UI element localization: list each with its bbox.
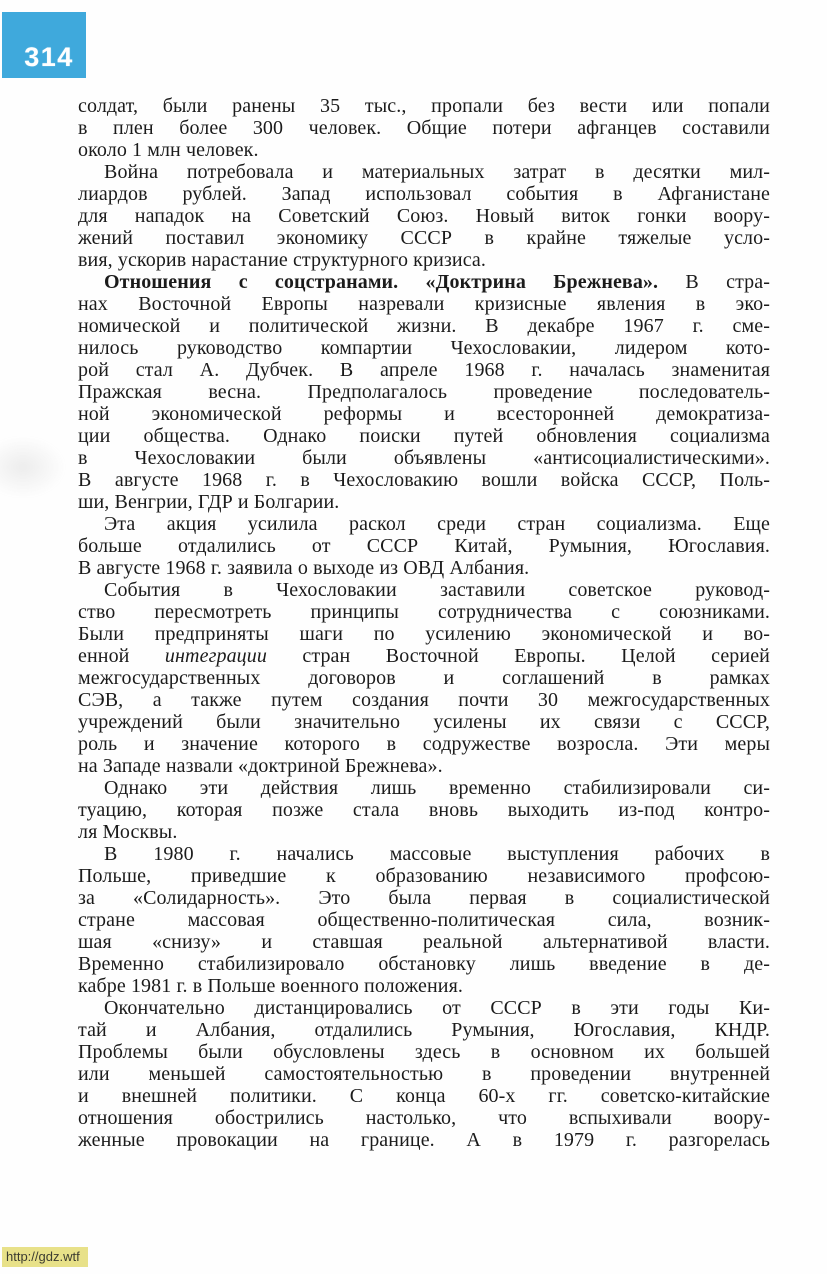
text-line: ши, Венгрии, ГДР и Болгарии. xyxy=(78,491,340,513)
text-line: учреждений были значительно усилены их связи с СССР, xyxy=(78,711,770,733)
text-line: номической и политической жизни. В декабре 1967 г. сме- xyxy=(78,315,770,337)
text-line: События в Чехословакии заставили советское руковод- xyxy=(104,579,770,601)
text-line: стране массовая общественно-политическая сила, возник- xyxy=(78,909,770,931)
text-line: ции общества. Однако поиски путей обновления социализма xyxy=(78,425,770,447)
paragraph xyxy=(78,843,770,997)
italic-text-run: интеграции xyxy=(164,645,267,667)
text-line: В августе 1968 г. в Чехословакию вошли войска СССР, Поль- xyxy=(78,469,770,491)
text-line: Пражская весна. Предполагалось проведение последователь- xyxy=(78,381,770,403)
text-line: солдат, были ранены 35 тыс., пропали без вести или попали xyxy=(78,95,770,117)
paragraph xyxy=(78,95,770,161)
text-line: нах Восточной Европы назревали кризисные явления в эко- xyxy=(78,293,770,315)
text-line: ство пересмотреть принципы сотрудничества с союзниками. xyxy=(78,601,770,623)
text-line: Польше, приведшие к образованию независимого профсою- xyxy=(78,865,770,887)
text-line: женные провокации на границе. А в 1979 г. разгорелась xyxy=(78,1129,770,1151)
paragraph xyxy=(78,777,770,843)
text-line: Однако эти действия лишь временно стабилизировали си- xyxy=(104,777,770,799)
text-line: Проблемы были обусловлены здесь в основном их большей xyxy=(78,1041,770,1063)
text-line: для нападок на Советский Союз. Новый виток гонки воору- xyxy=(78,205,770,227)
text-line: и внешней политики. С конца 60-х гг. советско-китайские xyxy=(78,1085,770,1107)
text-line: Были предприняты шаги по усилению экономической и во- xyxy=(78,623,770,645)
scan-smudge-artifact xyxy=(0,436,66,498)
text-line: лиардов рублей. Запад использовал события в Афганистане xyxy=(78,183,770,205)
paragraph xyxy=(78,161,770,271)
text-line: туацию, которая позже стала вновь выходить из-под контро- xyxy=(78,799,770,821)
text-line: шая «снизу» и ставшая реальной альтернативой власти. xyxy=(78,931,770,953)
text-line: Отношения с соцстранами. «Доктрина Брежнева». В стра- xyxy=(104,271,770,293)
text-line: рой стал А. Дубчек. В апреле 1968 г. началась знаменитая xyxy=(78,359,770,381)
text-line: В августе 1968 г. заявила о выходе из ОВД Албания. xyxy=(78,557,530,579)
text-line: в Чехословакии были объявлены «антисоциалистическими». xyxy=(78,447,770,469)
text-line: Эта акция усилила раскол среди стран социализма. Еще xyxy=(104,513,770,535)
text-line: Война потребовала и материальных затрат в десятки мил- xyxy=(104,161,770,183)
text-line: больше отдалились от СССР Китай, Румыния, Югославия. xyxy=(78,535,770,557)
paragraph xyxy=(78,271,770,513)
page-text xyxy=(78,95,770,1151)
text-line: за «Солидарность». Это была первая в социалистической xyxy=(78,887,770,909)
watermark: http://gdz.wtf xyxy=(2,1247,88,1267)
text-line: В 1980 г. начались массовые выступления рабочих в xyxy=(104,843,770,865)
page-number-badge xyxy=(2,12,86,78)
text-line: кабре 1981 г. в Польше военного положения. xyxy=(78,975,463,997)
page-number: 314 xyxy=(24,42,74,72)
paragraph xyxy=(78,579,770,777)
text-line: нилось руководство компартии Чехословакии, лидером кото- xyxy=(78,337,770,359)
text-line: ной экономической реформы и всесторонней демократиза- xyxy=(78,403,770,425)
text-line: тай и Албания, отдалились Румыния, Югославия, КНДР. xyxy=(78,1019,770,1041)
text-line: енной интеграции стран Восточной Европы. Целой серией xyxy=(78,645,770,667)
paragraph xyxy=(78,513,770,579)
bold-text-run: Отношения с соцстранами. «Доктрина Брежнева». xyxy=(104,271,659,293)
text-line: жений поставил экономику СССР в крайне тяжелые усло- xyxy=(78,227,770,249)
text-line: вия, ускорив нарастание структурного кризиса. xyxy=(78,249,487,271)
text-line: в плен более 300 человек. Общие потери афганцев составили xyxy=(78,117,770,139)
text-line: на Западе назвали «доктриной Брежнева». xyxy=(78,755,443,777)
text-line: Временно стабилизировало обстановку лишь введение в де- xyxy=(78,953,770,975)
text-line: СЭВ, а также путем создания почти 30 межгосударственных xyxy=(78,689,770,711)
text-line: ля Москвы. xyxy=(78,821,178,843)
text-line: Окончательно дистанцировались от СССР в эти годы Ки- xyxy=(104,997,770,1019)
text-line: или меньшей самостоятельностью в проведении внутренней xyxy=(78,1063,770,1085)
text-line: роль и значение которого в содружестве возросла. Эти меры xyxy=(78,733,770,755)
paragraph xyxy=(78,997,770,1151)
text-line: около 1 млн человек. xyxy=(78,139,259,161)
text-line: отношения обострились настолько, что вспыхивали воору- xyxy=(78,1107,770,1129)
text-line: межгосударственных договоров и соглашений в рамках xyxy=(78,667,770,689)
